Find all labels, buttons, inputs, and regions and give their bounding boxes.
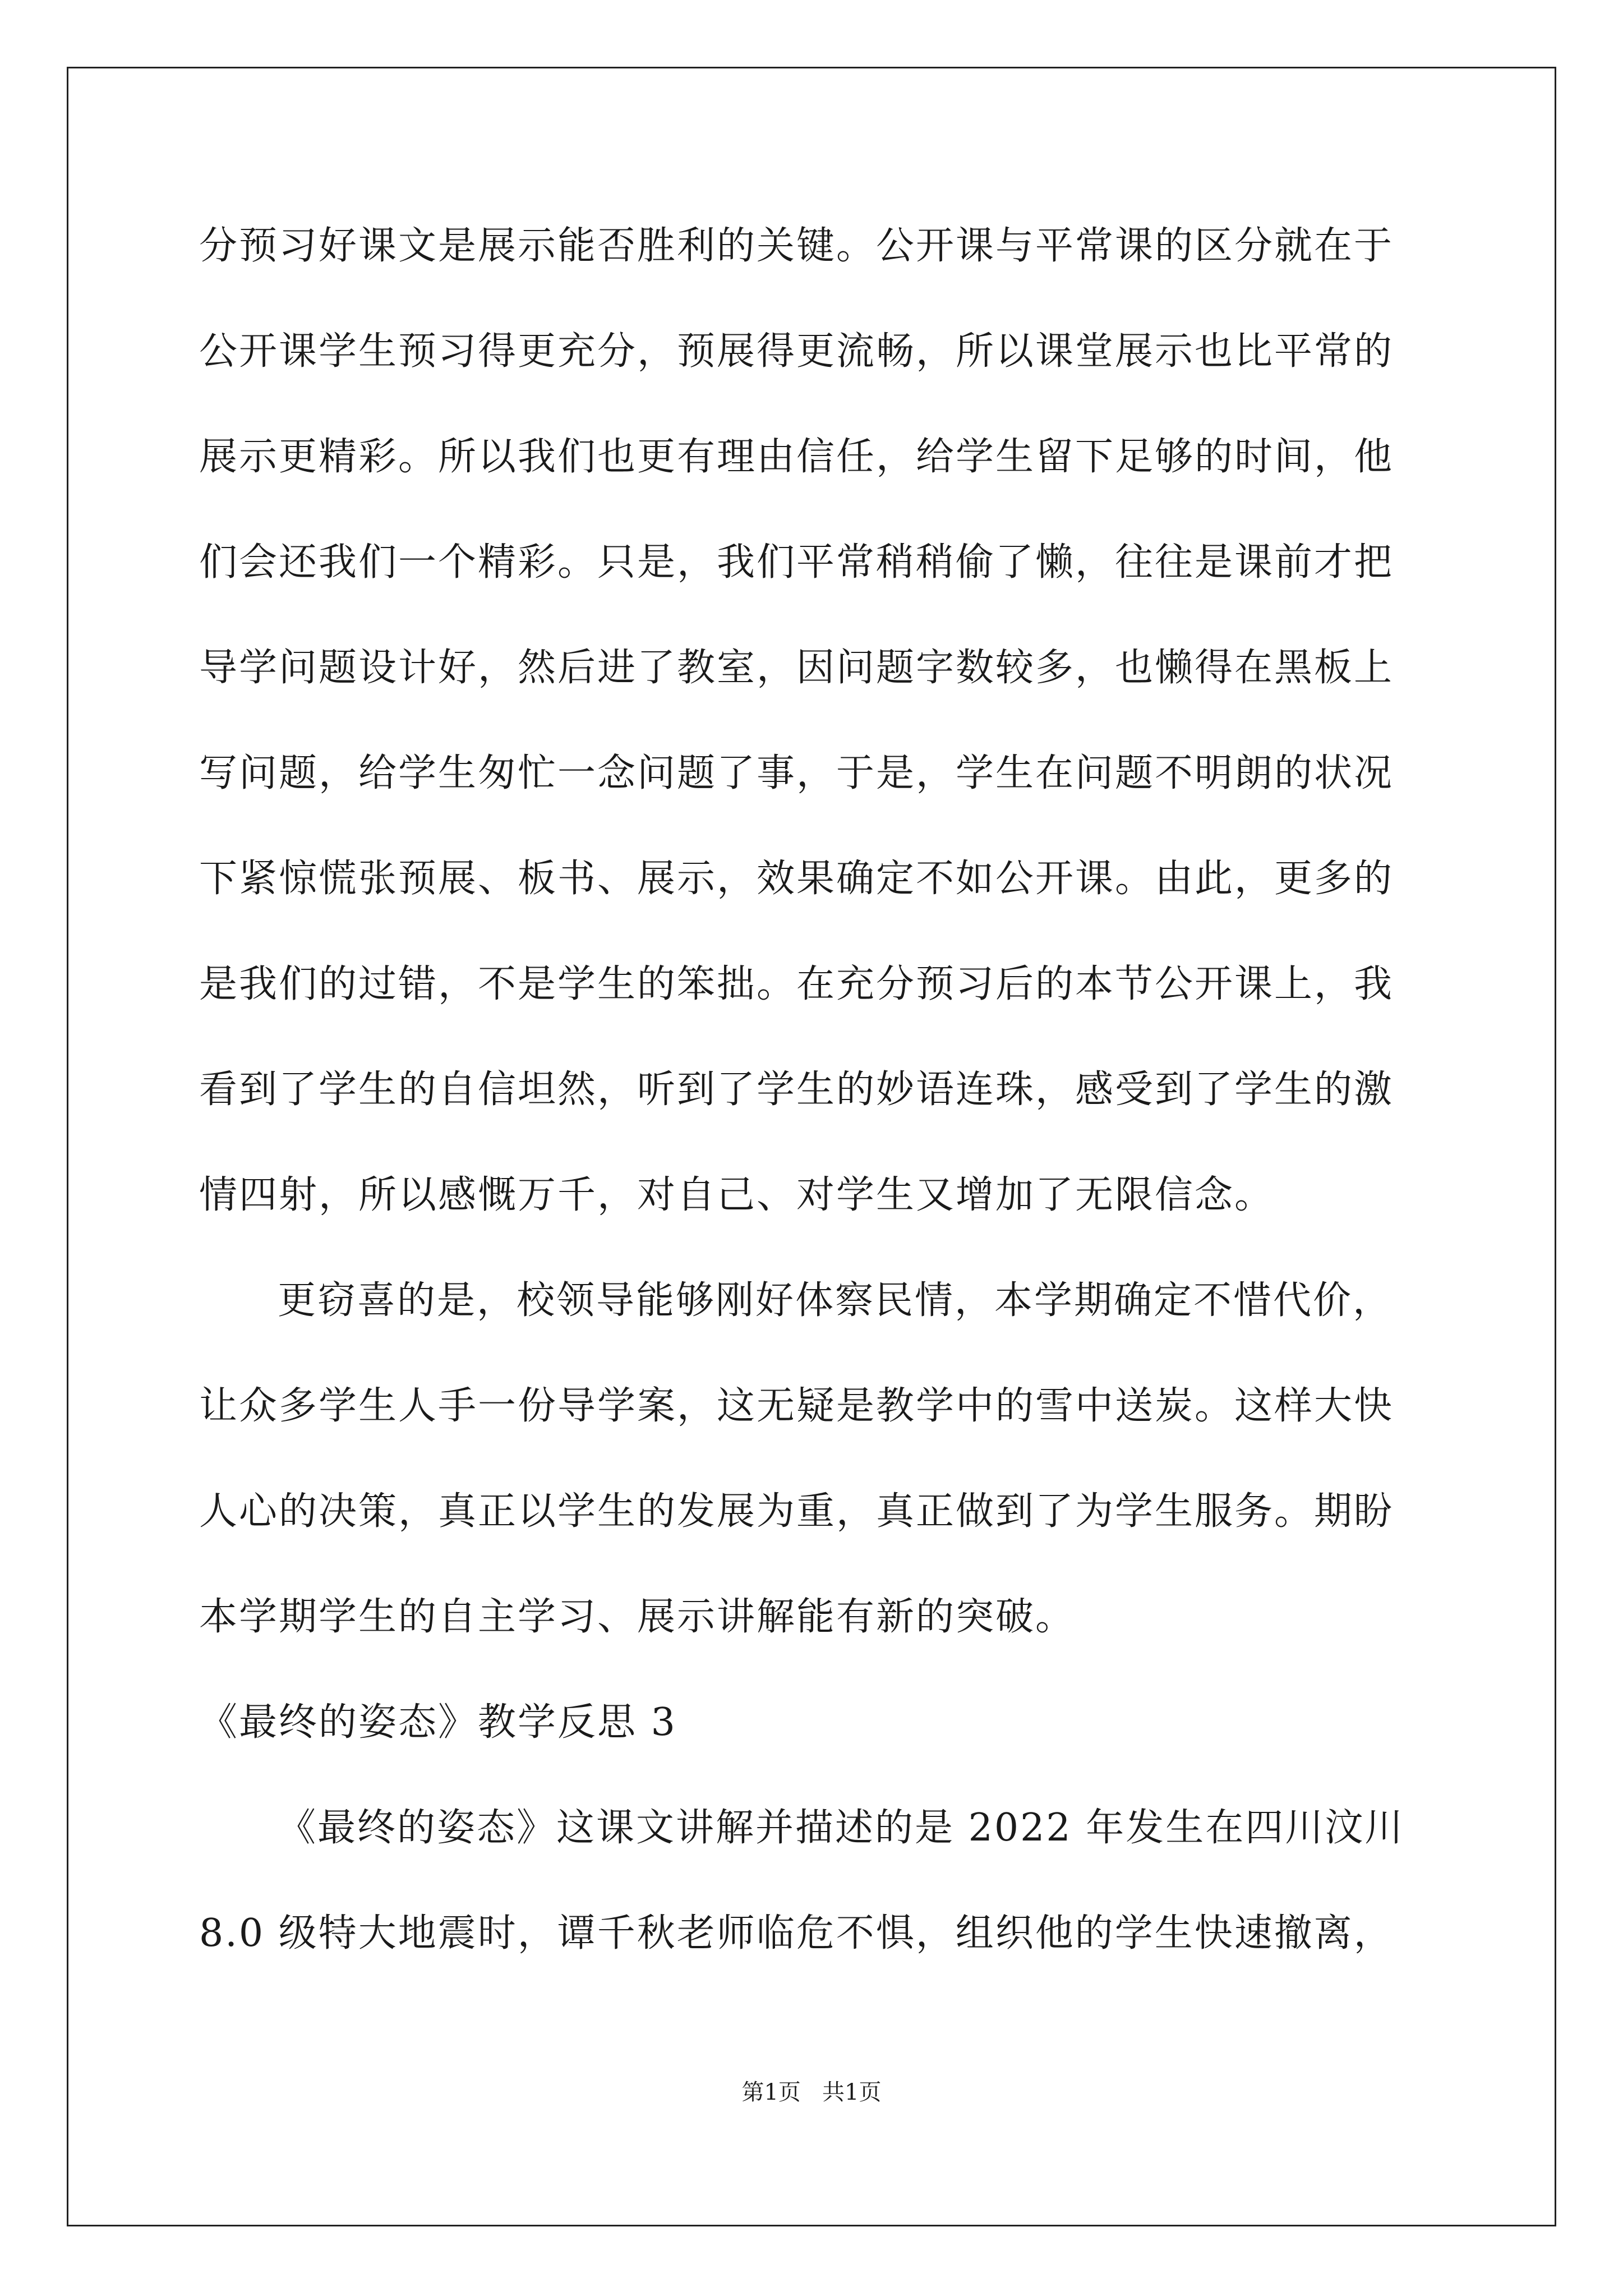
text-line: 分预习好课文是展示能否胜利的关键。公开课与平常课的区分就在于 bbox=[199, 224, 1394, 268]
text-line: 写问题，给学生匆忙一念问题了事，于是，学生在问题不明朗的状况 bbox=[199, 751, 1394, 795]
text-line: 本学期学生的自主学习、展示讲解能有新的突破。 bbox=[199, 1595, 1076, 1639]
text-line: 人心的决策，真正以学生的发展为重，真正做到了为学生服务。期盼 bbox=[199, 1489, 1394, 1534]
text-line: 看到了学生的自信坦然，听到了学生的妙语连珠，感受到了学生的激 bbox=[199, 1068, 1394, 1112]
text-line: 下紧惊慌张预展、板书、展示，效果确定不如公开课。由此，更多的 bbox=[199, 857, 1394, 901]
text-line: 让众多学生人手一份导学案，这无疑是教学中的雪中送炭。这样大快 bbox=[199, 1384, 1394, 1428]
section-heading: 《最终的姿态》教学反思 3 bbox=[199, 1700, 677, 1745]
document-body bbox=[199, 194, 1433, 1986]
text-line: 情四射，所以感慨万千，对自己、对学生又增加了无限信念。 bbox=[199, 1173, 1275, 1217]
page-footer: 第1页 共1页 bbox=[741, 2079, 882, 2105]
text-line: 《最终的姿态》这课文讲解并描述的是 2022 年发生在四川汶川 bbox=[278, 1806, 1405, 1850]
text-line: 公开课学生预习得更充分，预展得更流畅，所以课堂展示也比平常的 bbox=[199, 329, 1394, 374]
text-line: 8.0 级特大地震时，谭千秋老师临危不惧，组织他的学生快速撤离， bbox=[199, 1911, 1394, 1955]
text-line: 展示更精彩。所以我们也更有理由信任，给学生留下足够的时间，他 bbox=[199, 435, 1394, 479]
text-line: 们会还我们一个精彩。只是，我们平常稍稍偷了懒，往往是课前才把 bbox=[199, 540, 1394, 585]
text-line: 更窃喜的是，校领导能够刚好体察民情，本学期确定不惜代价， bbox=[278, 1278, 1393, 1323]
text-line: 是我们的过错，不是学生的笨拙。在充分预习后的本节公开课上，我 bbox=[199, 962, 1394, 1006]
text-line: 导学问题设计好，然后进了教室，因问题字数较多，也懒得在黑板上 bbox=[199, 646, 1394, 690]
